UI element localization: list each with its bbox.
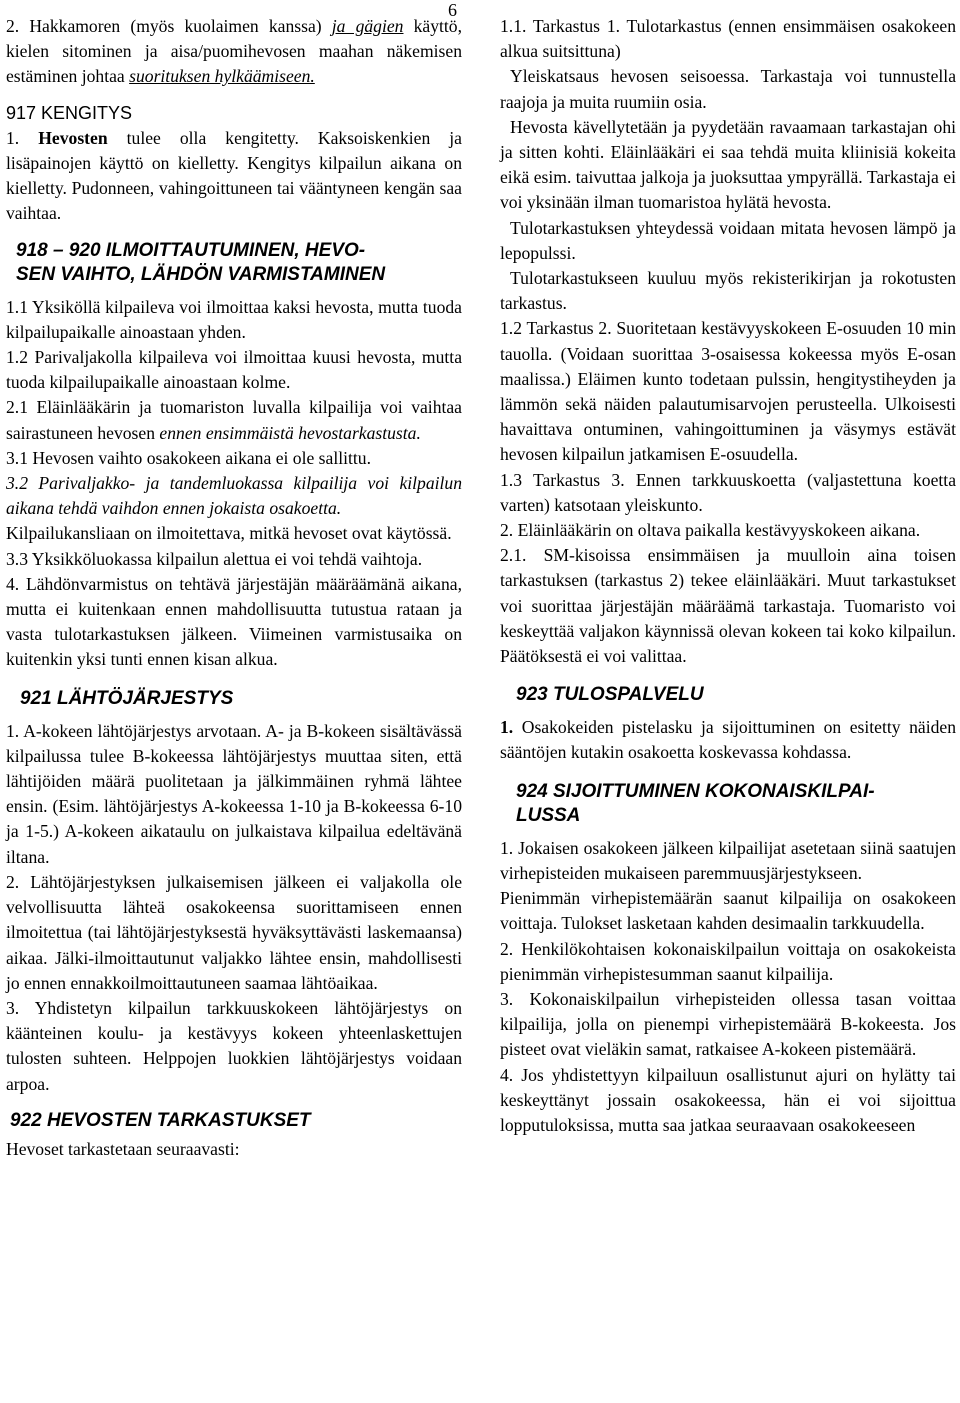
section-2-1: 2.1 Eläinlääkärin ja tuomariston luvalla kilpailija voi vaihtaa sairastuneen hevosen ennen ensimmäistä hevostarkastusta. [6, 397, 462, 443]
page-number: 6 [448, 0, 457, 20]
section-3-2-note: Kilpailukansliaan on ilmoitettava, mitkä hevoset ovat käytössä. [6, 523, 452, 544]
section-3-1: 3.1 Hevosen vaihto osakokeen aikana ei ole sallittu. [6, 447, 371, 468]
inspection-1-1-d: Tulotarkastukseen kuuluu myös rekisterikirjan ja rokotusten tarkastus. [500, 268, 956, 314]
order-3: 3. Yhdistetyn kilpailun tarkkuuskokeen lähtöjärjestys on käänteinen koulu- ja kestävyys kokeen yhteenlaskettujen tulosten suhteen. Helppojen luokkien lähtöjärjestys voidaan arpoa. [6, 997, 462, 1094]
paragraph-917: 1. Hevosten tulee olla kengitetty. Kaksoiskenkien ja lisäpainojen käyttö on kielletty. Kengitys kilpailun aikana on kielletty. Pudonneen, vahingoittuneen tai vääntyneen kengän saa vaihtaa. [6, 127, 462, 224]
right-column [500, 14, 956, 1138]
left-column [6, 14, 462, 1162]
section-4: 4. Lähdönvarmistus on tehtävä järjestäjän määräämänä aikana, mutta ei kuitenkaan ennen mahdollisuutta tutustua rataan ja vasta tulotarkastuksen jälkeen. Viimeinen varmistusaika on kuitenkin yksi tunti ennen kisan alkua. [6, 573, 462, 670]
heading-918-920: 918 – 920 ILMOITTAUTUMINEN, HEVO- SEN VAIHTO, LÄHDÖN VARMISTAMINEN [16, 239, 386, 285]
order-2: 2. Lähtöjärjestyksen julkaisemisen jälkeen ei valjakolla ole velvollisuutta lähteä osakokeensa suorittamiseen ennen ilmoitettua (tai lähtöjärjestyksestä hyväksyttävästi laskemaansa) aikaa. Jälki-ilmoittautunut valjakko lähtee ensin, mahdollisesti jo ennen ennakkoilmoittautuneen saamaa lähtöaikaa. [6, 871, 462, 993]
placing-4: 4. Jos yhdistettyyn kilpailuun osallistunut ajuri on hylätty tai keskeyttänyt jossain osakokeessa, hän ei voi sijoittua lopputuloksissa, mutta saa jatkaa seuraavaan osakokeeseen [500, 1064, 956, 1135]
placing-2: 2. Henkilökohtaisen kokonaiskilpailun voittaja on osakokeista pienimmän virhepistesumman saanut kilpailija. [500, 938, 956, 984]
paragraph-hakkamore: 2. Hakkamoren (myös kuolaimen kanssa) ja gägien käyttö, kielen sitominen ja aisa/puomihevosen maahan näkemisen estäminen johtaa suorituksen hylkäämiseen. [6, 16, 462, 87]
inspection-1-1: 1.1. Tarkastus 1. Tulotarkastus (ennen ensimmäisen osakokeen alkua suitsittuna) [500, 16, 956, 62]
inspection-2-1: 2.1. SM-kisoissa ensimmäisen ja muulloin aina toisen tarkastuksen (tarkastus 2) tekee eläinlääkäri. Muut tarkastukset voi suorittaa järjestäjän määräämä tarkastaja. Tuomaristo voi keskeyttää valjakon käynnissä olevan kokeen tai koko kilpailun. Päätöksestä ei voi valittaa. [500, 545, 956, 667]
heading-922: 922 HEVOSTEN TARKASTUKSET [10, 1109, 311, 1131]
placing-1: 1. Jokaisen osakokeen jälkeen kilpailijat asetetaan siinä saatujen virhepisteiden mukaiseen paremmuusjärjestykseen. [500, 837, 956, 883]
section-3-2: 3.2 Parivaljakko- ja tandemluokassa kilpailija voi kilpailun aikana tehdä vaihdon ennen jokaista osakoetta. [6, 473, 462, 519]
heading-923: 923 TULOSPALVELU [516, 684, 704, 706]
paragraph-923: 1. Osakokeiden pistelasku ja sijoittuminen on esitetty näiden sääntöjen kutakin osakoetta koskevassa kohdassa. [500, 717, 956, 763]
placing-1-b: Pienimmän virhepistemäärän saanut kilpailija on osakokeen voittaja. Tulokset lasketaan kahden desimaalin tarkkuudella. [500, 888, 956, 934]
inspection-1-2: 1.2 Tarkastus 2. Suoritetaan kestävyyskokeen E-osuuden 10 min tauolla. (Voidaan suorittaa 3-osaisessa kokeessa myös E-osan maalissa.) Eläimen kunto todetaan pulssin, hengitystiheyden ja lämmön sekä näiden palautumisarvojen perusteella. Ulkoisesti havaittava ontuminen, vahingoittuminen ja väsymys estävät hevosen kilpailun jatkamisen E-osuudella. [500, 318, 956, 465]
section-1-2: 1.2 Parivaljakolla kilpaileva voi ilmoittaa kuusi hevosta, mutta tuoda kilpailupaikalle ainoastaan kolme. [6, 347, 462, 393]
inspection-1-3: 1.3 Tarkastus 3. Ennen tarkkuuskoetta (valjastettuna koetta varten) katsotaan yleiskunto. [500, 469, 956, 515]
paragraph-922: Hevoset tarkastetaan seuraavasti: [6, 1138, 240, 1159]
inspection-2: 2. Eläinlääkärin on oltava paikalla kestävyyskokeen aikana. [500, 520, 921, 541]
order-1: 1. A-kokeen lähtöjärjestys arvotaan. A- ja B-kokeen sisältävässä kilpailussa tulee B-kokeessa lähtöjärjestys muuttaa siten, että lähtijöiden määrä puolitetaan ja jälkimmäinen ryhmä lähtee ensin. (Esim. lähtöjärjestys A-kokeessa 1-10 ja B-kokeessa 6-10 ja 1-5.) A-kokeen aikataulu on julkaistava kilpailua edeltävänä iltana. [6, 720, 462, 867]
heading-921: 921 LÄHTÖJÄRJESTYS [20, 687, 234, 709]
section-3-3: 3.3 Yksikköluokassa kilpailun alettua ei voi tehdä vaihtoja. [6, 548, 423, 569]
heading-917: 917 KENGITYS [6, 102, 133, 123]
inspection-1-1-b: Hevosta kävellytetään ja pyydetään ravaamaan tarkastajan ohi ja sitten kohti. Eläinlääkäri ei saa tehdä muita kliinisiä kokeita eikä esim. taivuttaa jalkoja ja juoksuttaa ympyrällä. Tarkastaja ei voi yksinään ilman tuomaristoa hylätä hevosta. [500, 116, 956, 213]
section-1-1: 1.1 Yksiköllä kilpaileva voi ilmoittaa kaksi hevosta, mutta tuoda kilpailupaikalle ainoastaan yhden. [6, 296, 462, 342]
inspection-1-1-c: Tulotarkastuksen yhteydessä voidaan mitata hevosen lämpö ja lepopulssi. [500, 217, 956, 263]
placing-3: 3. Kokonaiskilpailun virhepisteiden ollessa tasan voittaa kilpailija, jolla on pienempi virhepistemäärä B-kokeesta. Jos pisteet ovat vieläkin samat, ratkaisee A-kokeen pistemäärä. [500, 988, 956, 1060]
inspection-1-1-a: Yleiskatsaus hevosen seisoessa. Tarkastaja voi tunnustella raajoja ja muita ruumiin osia. [500, 66, 956, 112]
heading-924: 924 SIJOITTUMINEN KOKONAISKILPAI- LUSSA [516, 780, 875, 826]
